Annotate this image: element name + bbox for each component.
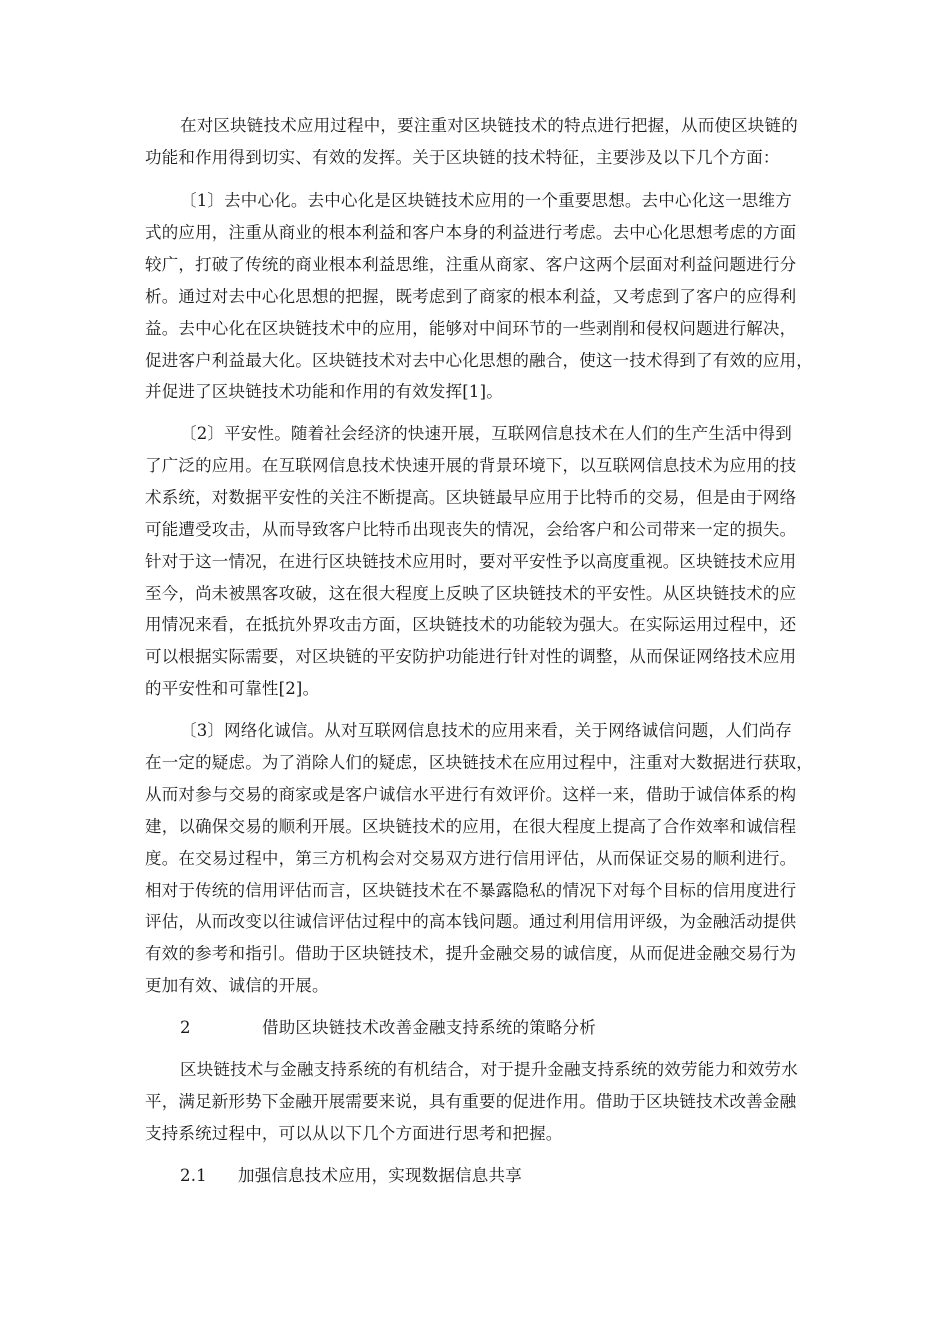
- paragraph-line: 至今，尚未被黑客攻破，这在很大程度上反映了区块链技术的平安性。从区块链技术的应: [145, 584, 797, 603]
- section-heading: 借助区块链技术改善金融支持系统的策略分析: [262, 1018, 596, 1037]
- paragraph-line: 有效的参考和指引。借助于区块链技术，提升金融交易的诚信度，从而促进金融交易行为: [145, 944, 797, 963]
- paragraph-line: 益。去中心化在区块链技术中的应用，能够对中间环节的一些剥削和侵权问题进行解决，: [145, 319, 797, 338]
- paragraph-line: 可能遭受攻击，从而导致客户比特币出现丧失的情况，会给客户和公司带来一定的损失。: [145, 520, 797, 539]
- paragraph-line: 促进客户利益最大化。区块链技术对去中心化思想的融合，使这一技术得到了有效的应用，: [145, 351, 813, 370]
- paragraph-line: 针对于这一情况，在进行区块链技术应用时，要对平安性予以高度重视。区块链技术应用: [145, 552, 797, 571]
- paragraph-line: 〔2〕平安性。随着社会经济的快速开展，互联网信息技术在人们的生产生活中得到: [180, 424, 792, 443]
- paragraph-line: 〔1〕去中心化。去中心化是区块链技术应用的一个重要思想。去中心化这一思维方: [180, 191, 792, 210]
- paragraph-line: 术系统，对数据平安性的关注不断提高。区块链最早应用于比特币的交易，但是由于网络: [145, 488, 797, 507]
- paragraph-line: 较广，打破了传统的商业根本利益思维，注重从商家、客户这两个层面对利益问题进行分: [145, 255, 797, 274]
- subsection-number: 2.1: [180, 1166, 207, 1185]
- paragraph-line: 的平安性和可靠性[2]。: [145, 679, 320, 698]
- paragraph-line: 〔3〕网络化诚信。从对互联网信息技术的应用来看，关于网络诚信问题，人们尚存: [180, 721, 792, 740]
- paragraph-line: 度。在交易过程中，第三方机构会对交易双方进行信用评估，从而保证交易的顺利进行。: [145, 849, 797, 868]
- paragraph-line: 式的应用，注重从商业的根本利益和客户本身的利益进行考虑。去中心化思想考虑的方面: [145, 223, 797, 242]
- paragraph-line: 相对于传统的信用评估而言，区块链技术在不暴露隐私的情况下对每个目标的信用度进行: [145, 881, 797, 900]
- paragraph-line: 建，以确保交易的顺利开展。区块链技术的应用，在很大程度上提高了合作效率和诚信程: [145, 817, 797, 836]
- paragraph-line: 评估，从而改变以往诚信评估过程中的高本钱问题。通过利用信用评级，为金融活动提供: [145, 912, 797, 931]
- paragraph-line: 在对区块链技术应用过程中，要注重对区块链技术的特点进行把握，从而使区块链的: [180, 116, 798, 135]
- paragraph-line: 在一定的疑虑。为了消除人们的疑虑，区块链技术在应用过程中，注重对大数据进行获取，: [145, 753, 813, 772]
- paragraph-line: 功能和作用得到切实、有效的发挥。关于区块链的技术特征，主要涉及以下几个方面：: [145, 148, 780, 167]
- paragraph-line: 区块链技术与金融支持系统的有机结合，对于提升金融支持系统的效劳能力和效劳水: [180, 1060, 798, 1079]
- paragraph-line: 析。通过对去中心化思想的把握，既考虑到了商家的根本利益，又考虑到了客户的应得利: [145, 287, 797, 306]
- subsection-heading: 加强信息技术应用，实现数据信息共享: [238, 1166, 522, 1185]
- paragraph-line: 用情况来看，在抵抗外界攻击方面，区块链技术的功能较为强大。在实际运用过程中，还: [145, 615, 797, 634]
- paragraph-line: 可以根据实际需要，对区块链的平安防护功能进行针对性的调整，从而保证网络技术应用: [145, 647, 797, 666]
- paragraph-line: 从而对参与交易的商家或是客户诚信水平进行有效评价。这样一来，借助于诚信体系的构: [145, 785, 797, 804]
- paragraph-line: 了广泛的应用。在互联网信息技术快速开展的背景环境下，以互联网信息技术为应用的技: [145, 456, 797, 475]
- section-number: 2: [180, 1018, 191, 1037]
- paragraph-line: 更加有效、诚信的开展。: [145, 976, 329, 995]
- paragraph-line: 支持系统过程中，可以从以下几个方面进行思考和把握。: [145, 1124, 563, 1143]
- paragraph-line: 并促进了区块链技术功能和作用的有效发挥[1]。: [145, 382, 503, 401]
- paragraph-line: 平，满足新形势下金融开展需要来说，具有重要的促进作用。借助于区块链技术改善金融: [145, 1092, 797, 1111]
